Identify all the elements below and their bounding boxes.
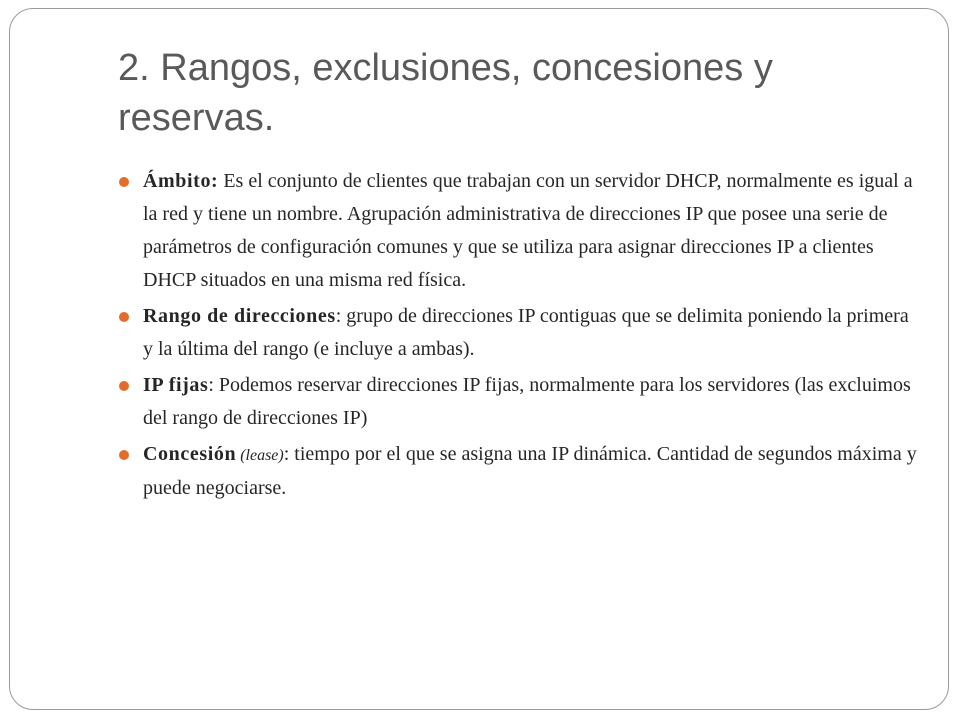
bullet-list [117, 165, 917, 508]
bullet-term: Rango de direcciones [143, 305, 336, 327]
slide-title: 2. Rangos, exclusiones, concesiones y reservas. [118, 47, 773, 139]
bullet-dot-icon [119, 312, 129, 322]
bullet-dot-icon [119, 450, 129, 460]
bullet-text: : grupo de direcciones IP contiguas que se delimita poniendo la primera y la última del rango (e incluye a ambas). [143, 305, 909, 360]
bullet-term: IP fijas [143, 374, 209, 396]
slide-frame [9, 8, 949, 710]
bullet-dot-icon [119, 177, 129, 187]
bullet-text: : tiempo por el que se asigna una IP dinámica. Cantidad de segundos máxima y puede negociarse. [143, 443, 917, 499]
bullet-term: Concesión [143, 443, 237, 465]
bullet-concesion [117, 438, 917, 505]
bullet-rango [117, 300, 917, 366]
bullet-term: Ámbito: [143, 170, 219, 192]
bullet-ip-fijas [117, 369, 917, 435]
bullet-aside: (lease) [236, 447, 284, 464]
bullet-ambito [117, 165, 917, 297]
bullet-dot-icon [119, 381, 129, 391]
bullet-text: : Podemos reservar direcciones IP fijas, normalmente para los servidores (las excluimos del rango de direcciones IP) [143, 374, 911, 429]
bullet-text: Es el conjunto de clientes que trabajan con un servidor DHCP, normalmente es igual a la red y tiene un nombre. Agrupación administrativa de direcciones IP que posee una serie de parámetros de configuración comunes y que se utiliza para asignar direcciones IP a clientes DHCP situados en una misma red física. [143, 170, 913, 291]
